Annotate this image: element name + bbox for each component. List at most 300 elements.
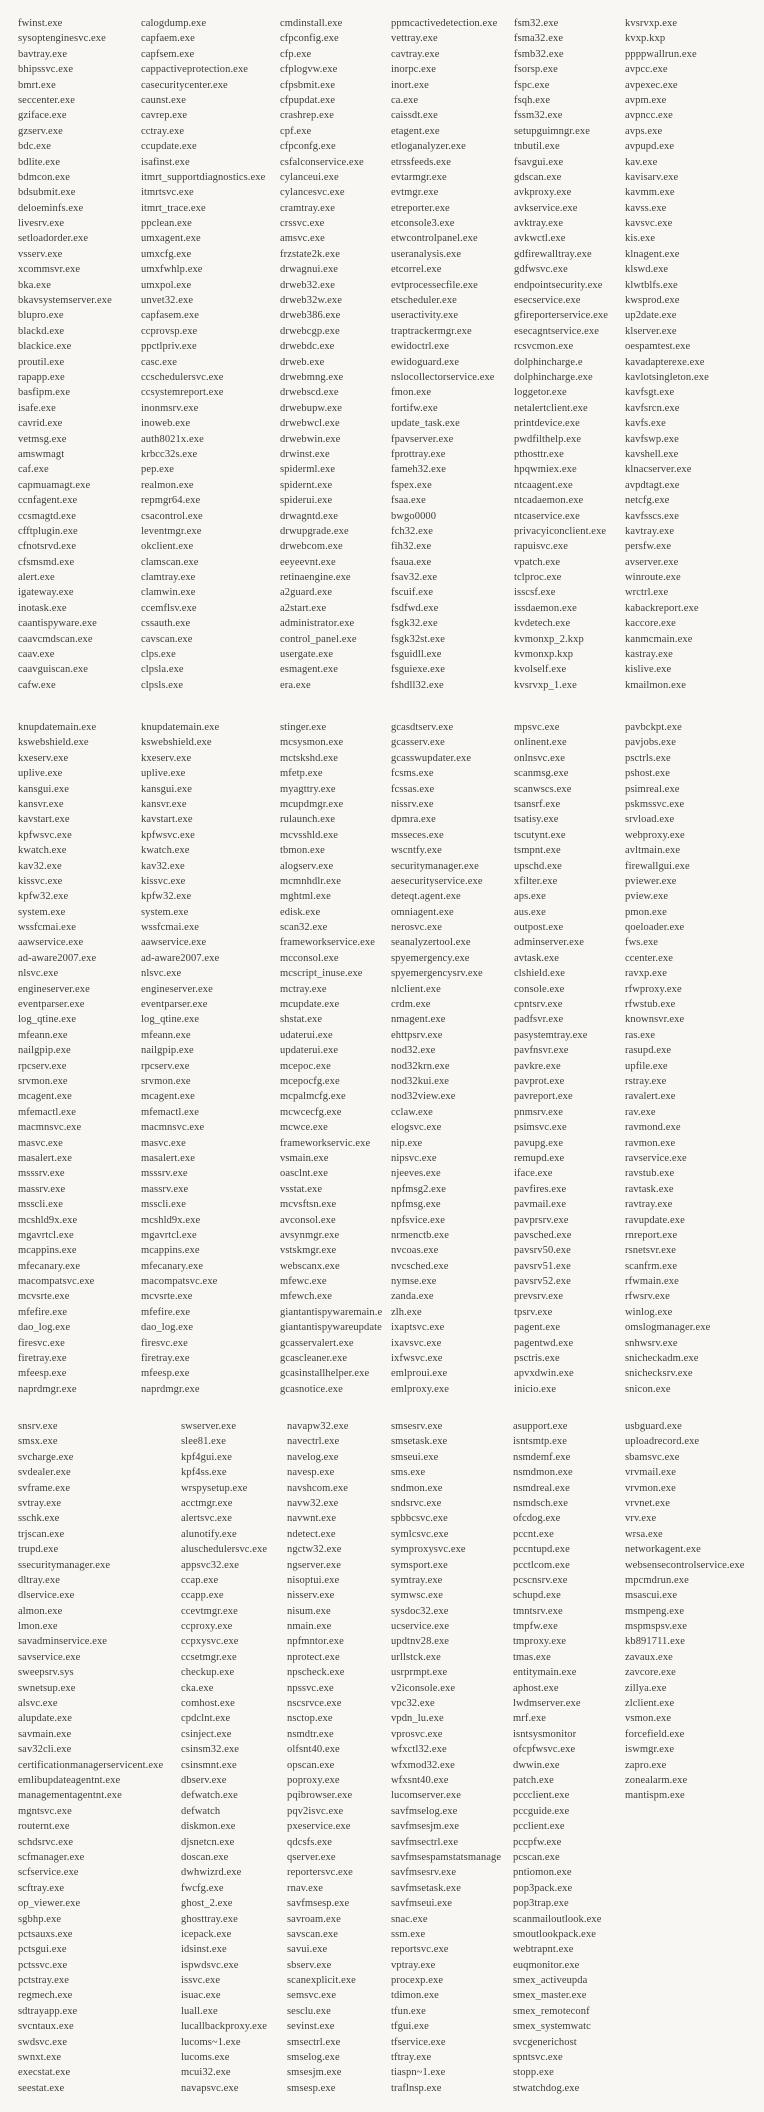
process-name: apvxdwin.exe bbox=[514, 1368, 574, 1380]
process-name: nissrv.exe bbox=[391, 798, 434, 810]
process-name: dbserv.exe bbox=[181, 1774, 227, 1786]
process-name: regmech.exe bbox=[18, 1990, 73, 2002]
process-name: aesecurityservice.exe bbox=[391, 875, 483, 887]
process-name: vstskmgr.exe bbox=[280, 1245, 337, 1257]
process-name: casecuritycenter.exe bbox=[141, 79, 228, 91]
process-name: nscsrvce.exe bbox=[287, 1698, 342, 1710]
process-name: masalert.exe bbox=[18, 1152, 72, 1164]
process-name: ca.exe bbox=[391, 94, 419, 106]
process-name: evtprocessecfile.exe bbox=[391, 279, 478, 291]
process-name: fscuif.exe bbox=[391, 587, 434, 599]
process-name: npssvc.exe bbox=[287, 1682, 334, 1694]
process-name: navapw32.exe bbox=[287, 1421, 349, 1432]
process-name: cfpconfg.exe bbox=[280, 141, 336, 153]
process-name: setloadorder.exe bbox=[18, 233, 89, 245]
process-name: esmagent.exe bbox=[280, 664, 339, 676]
process-name: caavguiscan.exe bbox=[18, 664, 89, 676]
process-name: clamtray.exe bbox=[141, 572, 196, 584]
process-name: xcommsvr.exe bbox=[18, 264, 81, 276]
process-name: sweepsrv.sys bbox=[18, 1667, 74, 1679]
process-name: nisum.exe bbox=[287, 1605, 331, 1617]
process-name: kavisarv.exe bbox=[625, 171, 679, 183]
process-name: navectrl.exe bbox=[287, 1436, 340, 1448]
process-name: fwcfg.exe bbox=[181, 1882, 224, 1894]
process-name: klswd.exe bbox=[625, 264, 669, 276]
process-name: seccenter.exe bbox=[18, 94, 75, 106]
process-name: mfemactl.exe bbox=[18, 1106, 77, 1118]
process-name: klnagent.exe bbox=[625, 248, 680, 260]
process-name: vetmsg.exe bbox=[18, 433, 67, 445]
process-name: kissvc.exe bbox=[141, 875, 186, 887]
process-name: opscan.exe bbox=[287, 1759, 335, 1771]
process-name: isscsf.exe bbox=[514, 587, 556, 599]
file-list-column bbox=[181, 1419, 285, 2096]
process-name: naprdmgr.exe bbox=[141, 1383, 200, 1395]
process-name: cmdinstall.exe bbox=[280, 18, 343, 29]
process-name: appsvc32.exe bbox=[181, 1559, 240, 1571]
process-name: ccevtmgr.exe bbox=[181, 1605, 238, 1617]
process-name: icepack.exe bbox=[181, 1928, 232, 1940]
process-name: webproxy.exe bbox=[625, 829, 685, 841]
process-name: isafinst.exe bbox=[141, 156, 190, 168]
process-name: nlsvc.exe bbox=[141, 968, 182, 980]
process-name: gcascleaner.exe bbox=[280, 1353, 348, 1365]
process-name: tmas.exe bbox=[513, 1651, 551, 1663]
process-name: diskmon.exe bbox=[181, 1821, 236, 1833]
process-name: vrvmail.exe bbox=[625, 1467, 676, 1479]
process-name: avconsol.exe bbox=[280, 1214, 336, 1226]
process-name: nvcsched.exe bbox=[391, 1260, 449, 1272]
process-name: log_qtine.exe bbox=[141, 1014, 200, 1026]
file-list-column bbox=[391, 720, 512, 1397]
process-name: mfemactl.exe bbox=[141, 1106, 200, 1118]
process-name: mcupdmgr.exe bbox=[280, 798, 344, 810]
process-name: dolphincharge.exe bbox=[514, 371, 593, 383]
process-name: pnmsrv.exe bbox=[514, 1106, 564, 1118]
process-name: vpatch.exe bbox=[514, 556, 561, 568]
process-name: drweb32.exe bbox=[280, 279, 336, 291]
process-name: npfmntor.exe bbox=[287, 1636, 344, 1648]
process-name: bkavsystemserver.exe bbox=[18, 295, 112, 307]
process-name: sevinst.exe bbox=[287, 2021, 335, 2033]
process-name: scanmsg.exe bbox=[514, 768, 569, 780]
process-name: fmon.exe bbox=[391, 387, 432, 399]
process-name: xfilter.exe bbox=[514, 875, 558, 887]
process-name: trjscan.exe bbox=[18, 1528, 65, 1540]
process-name: pqibrowser.exe bbox=[287, 1790, 353, 1802]
process-name: avkproxy.exe bbox=[514, 187, 572, 199]
process-name: kav32.exe bbox=[18, 860, 62, 872]
process-name: drweb.exe bbox=[280, 356, 325, 368]
process-name: cka.exe bbox=[181, 1682, 214, 1694]
process-name: pop3trap.exe bbox=[513, 1898, 569, 1910]
process-name: routernt.exe bbox=[18, 1821, 70, 1833]
process-name: scanmailoutlook.exe bbox=[513, 1913, 602, 1925]
process-name: cavrep.exe bbox=[141, 110, 188, 122]
process-name: mcupdate.exe bbox=[280, 999, 340, 1011]
process-name: pqv2isvc.exe bbox=[287, 1805, 344, 1817]
process-name: lwdmserver.exe bbox=[513, 1698, 581, 1710]
process-name: mfeesp.exe bbox=[18, 1368, 67, 1380]
process-name: ccproxy.exe bbox=[181, 1621, 233, 1633]
process-name: uplive.exe bbox=[141, 768, 186, 780]
process-name: ravalert.exe bbox=[625, 1091, 676, 1103]
process-name: unvet32.exe bbox=[141, 295, 194, 307]
process-name: scanwscs.exe bbox=[514, 783, 572, 795]
process-name: tfgui.exe bbox=[391, 2021, 429, 2033]
process-name: spyemergencysrv.exe bbox=[391, 968, 483, 980]
process-name: nip.exe bbox=[391, 1137, 423, 1149]
process-name: blupro.exe bbox=[18, 310, 64, 322]
process-name: rapapp.exe bbox=[18, 371, 65, 383]
process-name: drwebupw.exe bbox=[280, 402, 343, 414]
process-name: netcfg.exe bbox=[625, 495, 670, 507]
process-name: emlproxy.exe bbox=[391, 1383, 449, 1395]
process-name: klwtblfs.exe bbox=[625, 279, 678, 291]
process-name: fsgk32.exe bbox=[391, 618, 438, 630]
process-name: mcconsol.exe bbox=[280, 952, 339, 964]
process-name: nmain.exe bbox=[287, 1621, 332, 1633]
process-name: mcsysmon.exe bbox=[280, 737, 344, 749]
process-name: fsgk32st.exe bbox=[391, 633, 445, 645]
process-name: alsvc.exe bbox=[18, 1698, 58, 1710]
process-name: gcasswupdater.exe bbox=[391, 752, 472, 764]
process-name: rapuisvc.exe bbox=[514, 541, 568, 553]
process-name: printdevice.exe bbox=[514, 418, 580, 430]
process-name: msseces.exe bbox=[391, 829, 444, 841]
process-name: csinsmnt.exe bbox=[181, 1759, 237, 1771]
process-name: kissvc.exe bbox=[18, 875, 63, 887]
process-name: cfftplugin.exe bbox=[18, 525, 78, 537]
process-name: avkservice.exe bbox=[514, 202, 578, 214]
process-name: avps.exe bbox=[625, 125, 663, 137]
process-name: cavtray.exe bbox=[391, 48, 440, 60]
process-name: webscanx.exe bbox=[280, 1260, 340, 1272]
process-name: mspmspsv.exe bbox=[625, 1621, 688, 1633]
process-name: emlproui.exe bbox=[391, 1368, 448, 1380]
process-name: tsmpnt.exe bbox=[514, 845, 561, 857]
process-name: stinger.exe bbox=[280, 722, 327, 733]
process-name: evtarmgr.exe bbox=[391, 171, 447, 183]
process-name: patch.exe bbox=[513, 1774, 554, 1786]
process-name: savfmsesp.exe bbox=[287, 1898, 350, 1910]
process-name: bka.exe bbox=[18, 279, 52, 291]
process-name: inort.exe bbox=[391, 79, 429, 91]
process-name: mfeesp.exe bbox=[141, 1368, 190, 1380]
process-name: firetray.exe bbox=[18, 1353, 67, 1365]
process-name: pavsrv50.exe bbox=[514, 1245, 571, 1257]
process-name: srvmon.exe bbox=[141, 1075, 191, 1087]
process-name: etwcontrolpanel.exe bbox=[391, 233, 478, 245]
process-name: issdaemon.exe bbox=[514, 602, 577, 614]
process-name: njeeves.exe bbox=[391, 1168, 441, 1180]
process-name: kwatch.exe bbox=[141, 845, 190, 857]
process-name: winroute.exe bbox=[625, 572, 681, 584]
process-name: ofcdog.exe bbox=[513, 1513, 561, 1525]
process-name: sysoptenginesvc.exe bbox=[18, 33, 106, 45]
process-name: alertsvc.exe bbox=[181, 1513, 233, 1525]
process-name: seestat.exe bbox=[18, 2082, 65, 2094]
process-name: gziface.exe bbox=[18, 110, 67, 122]
process-name: fshdll32.exe bbox=[391, 679, 444, 691]
process-name: tnbutil.exe bbox=[514, 141, 560, 153]
process-name: evtmgr.exe bbox=[391, 187, 439, 199]
process-name: etagent.exe bbox=[391, 125, 440, 137]
process-name: rfwmain.exe bbox=[625, 1276, 679, 1288]
process-name: vrv.exe bbox=[625, 1513, 657, 1525]
process-name: alert.exe bbox=[18, 572, 55, 584]
process-name: wssfcmai.exe bbox=[18, 922, 77, 934]
process-name: certificationmanagerservicent.exe bbox=[18, 1759, 164, 1771]
process-name: kis.exe bbox=[625, 233, 656, 245]
process-name: klnacserver.exe bbox=[625, 464, 692, 476]
process-name: pshost.exe bbox=[625, 768, 671, 780]
process-name: ccsmagtd.exe bbox=[18, 510, 77, 522]
process-name: tfun.exe bbox=[391, 2005, 426, 2017]
file-list-column bbox=[513, 1419, 623, 2096]
process-name: wssfcmai.exe bbox=[141, 922, 200, 934]
process-name: smsesp.exe bbox=[287, 2082, 336, 2094]
process-name: crashrep.exe bbox=[280, 110, 334, 122]
process-name: wfxsnt40.exe bbox=[391, 1774, 449, 1786]
process-name: uplive.exe bbox=[18, 768, 63, 780]
process-name: kav.exe bbox=[625, 156, 658, 168]
process-name: system.exe bbox=[141, 906, 189, 918]
process-name: kvmonxp.kxp bbox=[514, 649, 574, 661]
process-name: drwinst.exe bbox=[280, 448, 330, 460]
process-name: fsaua.exe bbox=[391, 556, 432, 568]
process-name: calogdump.exe bbox=[141, 18, 207, 29]
process-name: scftray.exe bbox=[18, 1882, 65, 1894]
process-name: uploadrecord.exe bbox=[625, 1436, 700, 1448]
process-name: ghosttray.exe bbox=[181, 1913, 238, 1925]
process-name: sav32cli.exe bbox=[18, 1744, 72, 1756]
process-name: vsserv.exe bbox=[18, 248, 63, 260]
process-name: drwagnui.exe bbox=[280, 264, 339, 276]
process-name: mfecanary.exe bbox=[18, 1260, 81, 1272]
process-name: ccemflsv.exe bbox=[141, 602, 197, 614]
process-name: sndmon.exe bbox=[391, 1482, 443, 1494]
process-name: nmagent.exe bbox=[391, 1014, 446, 1026]
process-name: kavlotsingleton.exe bbox=[625, 371, 709, 383]
process-name: sschk.exe bbox=[18, 1513, 60, 1525]
process-name: mctray.exe bbox=[280, 983, 327, 995]
process-name: ppctlpriv.exe bbox=[141, 341, 197, 353]
process-name: ntcadaemon.exe bbox=[514, 495, 584, 507]
process-name: navesp.exe bbox=[287, 1467, 335, 1479]
process-name: ccnfagent.exe bbox=[18, 495, 78, 507]
process-name: engineserver.exe bbox=[18, 983, 90, 995]
process-name: realmon.exe bbox=[141, 479, 194, 491]
file-list-column bbox=[280, 720, 389, 1397]
process-name: clamscan.exe bbox=[141, 556, 199, 568]
process-name: isafe.exe bbox=[18, 402, 56, 414]
process-name: repmgr64.exe bbox=[141, 495, 201, 507]
process-name: vettray.exe bbox=[391, 33, 438, 45]
process-name: engineserver.exe bbox=[141, 983, 213, 995]
process-name: tiaspn~1.exe bbox=[391, 2067, 446, 2079]
process-name: alunotify.exe bbox=[181, 1528, 237, 1540]
process-name: wrspysetup.exe bbox=[181, 1482, 248, 1494]
process-name: mcshld9x.exe bbox=[141, 1214, 201, 1226]
process-name: mfeann.exe bbox=[141, 1029, 191, 1041]
process-name: kvolself.exe bbox=[514, 664, 567, 676]
process-name: useranalysis.exe bbox=[391, 248, 462, 260]
process-name: pavsched.exe bbox=[514, 1229, 572, 1241]
process-name: dltray.exe bbox=[18, 1574, 61, 1586]
process-name: pcclient.exe bbox=[513, 1821, 565, 1833]
process-name: acctmgr.exe bbox=[181, 1497, 233, 1509]
process-name: fsdfwd.exe bbox=[391, 602, 439, 614]
process-name: schupd.exe bbox=[513, 1590, 561, 1602]
process-name: ravmond.exe bbox=[625, 1122, 681, 1134]
process-name: pavupg.exe bbox=[514, 1137, 564, 1149]
process-name: clshield.exe bbox=[514, 968, 566, 980]
process-name: kavfs.exe bbox=[625, 418, 666, 430]
process-name: zillya.exe bbox=[625, 1682, 667, 1694]
process-name: deloeminfs.exe bbox=[18, 202, 84, 214]
process-name: nymse.exe bbox=[391, 1276, 437, 1288]
process-name: ispwdsvc.exe bbox=[181, 1959, 239, 1971]
process-name: savfmsesrv.exe bbox=[391, 1867, 457, 1879]
process-name: amsvc.exe bbox=[280, 233, 325, 245]
process-name: psimsvc.exe bbox=[514, 1122, 567, 1134]
process-name: msscli.exe bbox=[18, 1199, 64, 1211]
process-name: wscntfy.exe bbox=[391, 845, 442, 857]
process-name: tclproc.exe bbox=[514, 572, 562, 584]
file-list-column bbox=[141, 720, 278, 1397]
process-name: kb891711.exe bbox=[625, 1636, 686, 1648]
process-name: mgavrtcl.exe bbox=[141, 1229, 197, 1241]
process-name: ccprovsp.exe bbox=[141, 325, 198, 337]
process-name: gcasservalert.exe bbox=[280, 1337, 354, 1349]
process-name: kswebshield.exe bbox=[18, 737, 89, 749]
process-name: okclient.exe bbox=[141, 541, 194, 553]
process-name: defwatch bbox=[181, 1805, 221, 1817]
process-name: kansgui.exe bbox=[141, 783, 192, 795]
process-name: drwebcgp.exe bbox=[280, 325, 340, 337]
process-name: masalert.exe bbox=[141, 1152, 195, 1164]
process-name: inorpc.exe bbox=[391, 64, 437, 76]
process-name: cfpconfig.exe bbox=[280, 33, 339, 45]
process-name: rnreport.exe bbox=[625, 1229, 678, 1241]
process-name: mcwcecfg.exe bbox=[280, 1106, 342, 1118]
process-name: poproxy.exe bbox=[287, 1774, 340, 1786]
process-name: edisk.exe bbox=[280, 906, 321, 918]
process-name: persfw.exe bbox=[625, 541, 672, 553]
process-name: gcasdtserv.exe bbox=[391, 722, 454, 733]
process-name: caavcmdscan.exe bbox=[18, 633, 93, 645]
process-name: iswmgr.exe bbox=[625, 1744, 675, 1756]
process-name: masvc.exe bbox=[141, 1137, 186, 1149]
process-name: webtrapnt.exe bbox=[513, 1944, 574, 1956]
process-name: eventparser.exe bbox=[141, 999, 208, 1011]
process-name: smoutlookpack.exe bbox=[513, 1928, 597, 1940]
process-name: caav.exe bbox=[18, 649, 55, 661]
process-name: kansvr.exe bbox=[141, 798, 187, 810]
process-name: checkup.exe bbox=[181, 1667, 235, 1679]
process-name: dao_log.exe bbox=[141, 1322, 194, 1334]
process-name: rstray.exe bbox=[625, 1075, 667, 1087]
file-list-column bbox=[625, 16, 762, 693]
process-name: caissdt.exe bbox=[391, 110, 438, 122]
process-name: ravxp.exe bbox=[625, 968, 668, 980]
process-name: etcorrel.exe bbox=[391, 264, 442, 276]
process-name: macmnsvc.exe bbox=[18, 1122, 82, 1134]
process-name: pccclient.exe bbox=[513, 1790, 570, 1802]
process-name: vrvmon.exe bbox=[625, 1482, 676, 1494]
process-name: dpmra.exe bbox=[391, 814, 436, 826]
process-name: vpc32.exe bbox=[391, 1698, 435, 1710]
process-name: avpupd.exe bbox=[625, 141, 675, 153]
process-name: sbserv.exe bbox=[287, 1959, 332, 1971]
process-name: a2guard.exe bbox=[280, 587, 333, 599]
process-name: cpdclnt.exe bbox=[181, 1713, 231, 1725]
process-name: kpfwsvc.exe bbox=[141, 829, 195, 841]
process-name: cfpupdat.exe bbox=[280, 94, 336, 106]
process-name: omniagent.exe bbox=[391, 906, 454, 918]
process-name: kavadapterexe.exe bbox=[625, 356, 705, 368]
process-name: urllstck.exe bbox=[391, 1651, 441, 1663]
process-name: kvmonxp_2.kxp bbox=[514, 633, 584, 645]
process-name: csinject.exe bbox=[181, 1728, 232, 1740]
process-name: psctris.exe bbox=[514, 1353, 560, 1365]
process-name: rsnetsvr.exe bbox=[625, 1245, 677, 1257]
process-name: vrvnet.exe bbox=[625, 1497, 671, 1509]
process-name: nipsvc.exe bbox=[391, 1152, 437, 1164]
process-name: cramtray.exe bbox=[280, 202, 336, 214]
process-name: spiderml.exe bbox=[280, 464, 336, 476]
process-name: cfpsbmit.exe bbox=[280, 79, 336, 91]
process-name: kavshell.exe bbox=[625, 448, 679, 460]
process-name: updaterui.exe bbox=[280, 1045, 339, 1057]
process-name: massrv.exe bbox=[18, 1183, 66, 1195]
file-list-column bbox=[287, 1419, 389, 2096]
process-name: ewidoguard.exe bbox=[391, 356, 460, 368]
process-name: mgavrtcl.exe bbox=[18, 1229, 74, 1241]
process-name: blackd.exe bbox=[18, 325, 65, 337]
process-name: igateway.exe bbox=[18, 587, 74, 599]
process-name: ccap.exe bbox=[181, 1574, 219, 1586]
process-name: smsx.exe bbox=[18, 1436, 58, 1448]
process-name: fspex.exe bbox=[391, 479, 432, 491]
process-name: inoweb.exe bbox=[141, 418, 191, 430]
process-name: masvc.exe bbox=[18, 1137, 63, 1149]
process-name: vsmain.exe bbox=[280, 1152, 329, 1164]
process-name: ad-aware2007.exe bbox=[141, 952, 220, 964]
process-name: umxagent.exe bbox=[141, 233, 201, 245]
process-name: a2start.exe bbox=[280, 602, 327, 614]
process-name: klserver.exe bbox=[625, 325, 677, 337]
file-list-column bbox=[18, 720, 139, 1397]
file-list-column bbox=[280, 16, 389, 693]
process-name: frameworkservice.exe bbox=[280, 937, 375, 949]
process-name: cclaw.exe bbox=[391, 1106, 433, 1118]
process-name: onlnsvc.exe bbox=[514, 752, 565, 764]
process-name: esecagntservice.exe bbox=[514, 325, 599, 337]
process-name: nisoptui.exe bbox=[287, 1574, 340, 1586]
process-name: pview.exe bbox=[625, 891, 669, 903]
process-name: swdsvc.exe bbox=[18, 2036, 68, 2048]
process-name: smsesrv.exe bbox=[391, 1421, 443, 1432]
process-name: nlclient.exe bbox=[391, 983, 441, 995]
process-name: auth8021x.exe bbox=[141, 433, 204, 445]
process-name: mctskshd.exe bbox=[280, 752, 339, 764]
process-name: cfplogvw.exe bbox=[280, 64, 338, 76]
process-name: asupport.exe bbox=[513, 1421, 568, 1432]
process-name: fch32.exe bbox=[391, 525, 434, 537]
process-name: console.exe bbox=[514, 983, 565, 995]
